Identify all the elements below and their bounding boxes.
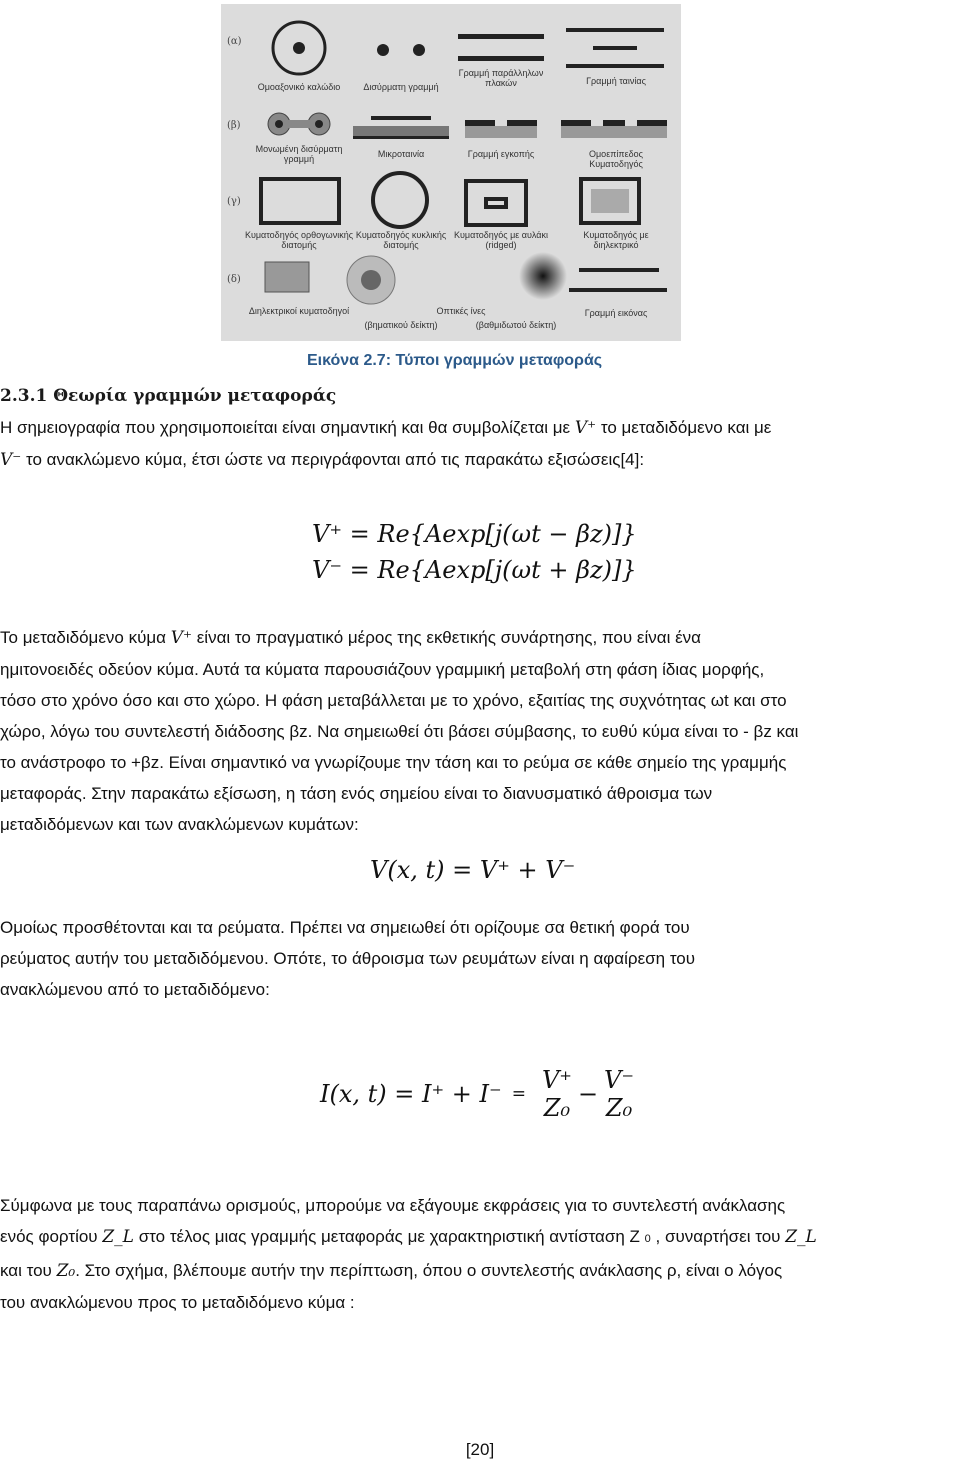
caption-ridged-wg: Κυματοδηγός με αυλάκι (ridged) <box>454 230 548 250</box>
coax-inner-shape <box>293 42 305 54</box>
image-line-bottom-shape <box>569 288 667 292</box>
twin-wire-right-shape <box>413 44 425 56</box>
figure-drawing <box>221 4 681 341</box>
equation-reflected-wave: V⁻ = Re{Aexp[j(ωt + βz)]} <box>312 556 637 584</box>
intro-line-1 <box>0 412 960 444</box>
p3-text-3a: και του <box>0 1261 52 1280</box>
p1-line-5: το ανάστροφο το +βz. Είναι σημαντικό να γνωρίζουμε την τάση και το ρεύμα σε κάθε σημείο της γραμμής <box>0 753 787 772</box>
zl-symbol: Z_L <box>102 1227 134 1247</box>
row-label-a: (α) <box>227 36 242 47</box>
fraction-reflected-num: V⁻ <box>604 1066 635 1094</box>
caption-rect-wg: Κυματοδηγός ορθογωνικής διατομής <box>244 230 354 250</box>
caption-image-line: Γραμμή εικόνας <box>584 308 648 318</box>
microstrip-top-shape <box>371 116 431 120</box>
intro-text-2: το ανακλώμενο κύμα, έτσι ώστε να περιγράφονται από τις παρακάτω εξισώσεις[4]: <box>25 450 645 469</box>
fraction-forward-den: Z₀ <box>543 1094 571 1122</box>
p1-line-6: μεταφοράς. Στην παρακάτω εξίσωση, η τάση ενός σημείου είναι το διανυσματικό άθροισμα των <box>0 784 713 803</box>
caption-step-index: (βηματικού δείκτη) <box>364 320 438 330</box>
page-number: [20] <box>465 1440 495 1459</box>
caption-shielded-twin: Μονωμένη δισύρματη γραμμή <box>255 144 343 164</box>
p1-line-1 <box>0 622 960 654</box>
p3-text-3b: . Στο σχήμα, βλέπουμε αυτήν την περίπτωση, όπου ο συντελεστής ανάκλασης ρ, είναι ο λόγος <box>75 1261 783 1280</box>
plate-top-shape <box>458 34 544 39</box>
section-heading: 2.3.1 Θεωρία γραμμών μεταφοράς <box>0 386 337 406</box>
fraction-forward <box>540 1066 574 1122</box>
strip-top-shape <box>566 28 664 32</box>
p1-line-3: τόσο στο χρόνο όσο και στο χώρο. Η φάση μεταβάλλεται με το χρόνο, εξαιτίας της συχνότητας ωt και στο <box>0 691 787 710</box>
vplus-symbol: V⁺ <box>574 418 597 438</box>
p3-text-2c: , συναρτήσει του <box>655 1227 781 1246</box>
p3-text-2b: στο τέλος μιας γραμμής μεταφοράς με χαρακτηριστική αντίσταση Z <box>138 1227 640 1246</box>
vminus-symbol: V⁻ <box>0 450 22 470</box>
z0-symbol: Z₀ <box>56 1261 76 1281</box>
caption-circ-wg: Κυματοδηγός κυκλικής διατομής <box>355 230 447 250</box>
p1-line-7: μεταδιδόμενων και των ανακλώμενων κυμάτων: <box>0 815 359 834</box>
p2-line-3: ανακλώμενου από το μεταδιδόμενο: <box>0 980 270 999</box>
figure-caption: Εικόνα 2.7: Τύποι γραμμών μεταφοράς <box>307 352 603 369</box>
p1-text-1b: είναι το πραγματικό μέρος της εκθετικής συνάρτησης, που είναι ένα <box>196 628 701 647</box>
image-line-top-shape <box>579 268 659 272</box>
caption-slotline: Γραμμή εγκοπής <box>467 149 535 159</box>
ridged-waveguide-shape <box>466 181 526 225</box>
equation-voltage-sum: V(x, t) = V⁺ + V⁻ <box>370 856 576 884</box>
intro-paragraph <box>0 412 960 476</box>
cpw-center-shape <box>603 120 625 126</box>
p2-line-2: ρεύματος αυτήν του μεταδιδόμενου. Οπότε, το άθροισμα των ρευμάτων είναι η αφαίρεση του <box>0 949 696 968</box>
row-label-b: (β) <box>227 120 241 131</box>
strip-center-shape <box>593 46 637 50</box>
fiber-graded-shape <box>519 252 567 300</box>
p1-line-2: ημιτονοειδές οδεύον κύμα. Αυτά τα κύματα παρουσιάζουν γραμμική μεταβολή στη φάση ίδιας μορφής, <box>0 660 765 679</box>
p3-line-1: Σύμφωνα με τους παραπάνω ορισμούς, μπορούμε να εξάγουμε εκφράσεις για το συντελεστή ανάκλασης <box>0 1196 786 1215</box>
intro-text-1b: το μεταδιδόμενο και με <box>600 418 772 437</box>
caption-fibers: Οπτικές ίνες <box>436 306 486 316</box>
slot-left-shape <box>465 120 495 126</box>
strip-bottom-shape <box>566 64 664 68</box>
caption-dielectric-wg: Κυματοδηγός με διηλεκτρικό <box>583 230 649 250</box>
caption-stripline: Γραμμή ταινίας <box>586 76 646 86</box>
eq4-equals: = <box>511 1084 526 1104</box>
caption-graded-index: (βαθμιδωτού δείκτη) <box>475 320 557 330</box>
p2-line-1: Ομοίως προσθέτονται και τα ρεύματα. Πρέπει να σημειωθεί ότι ορίζουμε σα θετική φορά του <box>0 918 690 937</box>
cpw-left-shape <box>561 120 591 126</box>
row-label-c: (γ) <box>227 196 241 207</box>
equation-current-sum <box>320 1066 640 1122</box>
microstrip-substrate-shape <box>353 126 449 136</box>
paragraph-currents <box>0 912 960 1005</box>
vplus-symbol-2: V⁺ <box>170 628 192 648</box>
p1-line-4: χώρο, λόγω του συντελεστή διάδοσης βz. Να σημειωθεί ότι βάσει σύμβασης, το ευθύ κύμα είναι το - βz και <box>0 722 799 741</box>
intro-text-1a: Η σημειογραφία που χρησιμοποιείται είναι σημαντική και θα συμβολίζεται με <box>0 418 571 437</box>
caption-microstrip: Μικροταινία <box>377 149 425 159</box>
transmission-lines-figure <box>221 4 681 341</box>
zl-symbol-2: Z_L <box>785 1227 817 1247</box>
fraction-reflected-den: Z₀ <box>605 1094 633 1122</box>
eq4-lhs: I(x, t) = I⁺ + I⁻ <box>320 1080 502 1108</box>
plate-bottom-shape <box>458 56 544 61</box>
p3-line-3 <box>0 1255 960 1287</box>
caption-coax: Ομοαξονικό καλώδιο <box>257 82 341 92</box>
row-label-d: (δ) <box>227 274 241 285</box>
equation-forward-wave: V⁺ = Re{Aexp[j(ωt − βz)]} <box>312 520 637 548</box>
intro-line-2 <box>0 444 960 476</box>
caption-dielectric-guides: Διηλεκτρικοί κυματοδηγοί <box>248 306 350 316</box>
fraction-reflected <box>602 1066 636 1122</box>
slot-right-shape <box>507 120 537 126</box>
cpw-right-shape <box>637 120 667 126</box>
paragraph-wave-description <box>0 622 960 840</box>
p3-line-2 <box>0 1221 960 1255</box>
dielectric-rect-shape <box>265 262 309 292</box>
p3-line-4: του ανακλώμενου προς το μεταδιδόμενο κύμα : <box>0 1293 355 1312</box>
caption-twin-wire: Δισύρματη γραμμή <box>363 82 439 92</box>
circ-waveguide-shape <box>373 173 427 227</box>
p1-text-1a: Το μεταδιδόμενο κύμα <box>0 628 166 647</box>
caption-parallel-plate: Γραμμή παράλληλων πλακών <box>458 68 544 88</box>
rect-waveguide-shape <box>261 179 339 223</box>
z0-subscript: 0 <box>644 1233 651 1245</box>
p3-text-2a: ενός φορτίου <box>0 1227 98 1246</box>
twin-wire-left-shape <box>377 44 389 56</box>
paragraph-reflection <box>0 1190 960 1318</box>
caption-coplanar: Ομοεπίπεδος Κυματοδηγός <box>589 149 643 169</box>
eq4-minus: − <box>577 1080 599 1108</box>
fraction-forward-num: V⁺ <box>541 1066 572 1094</box>
